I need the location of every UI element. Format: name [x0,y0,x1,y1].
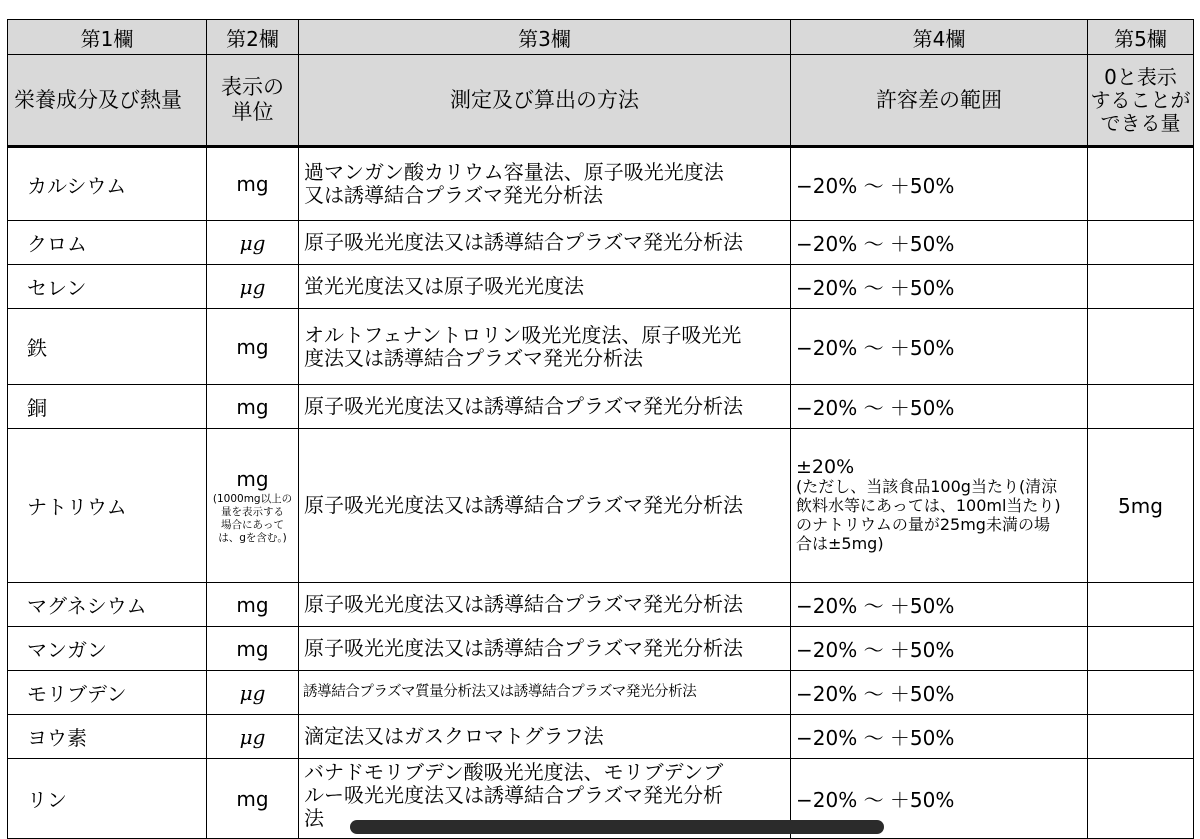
unit-text: mg [236,786,269,811]
nutrient-name: マグネシウム [8,583,207,627]
tolerance-note: (ただし、当該食品100g当たり(清涼 飲料水等にあっては、100ml当たり) のナトリウムの量が25mg未満の場 合は±5mg) [796,477,1061,553]
nutrient-name: カルシウム [8,147,207,221]
col-number-4: 第4欄 [791,20,1088,55]
unit-text: mg [236,592,269,617]
col-name-unit: 表示の 単位 [207,55,299,147]
measurement-method: 原子吸光光度法又は誘導結合プラズマ発光分析法 [299,385,791,429]
col-name-tolerance: 許容差の範囲 [791,55,1088,147]
display-unit [207,583,299,627]
table-row [8,309,1194,385]
display-unit [207,309,299,385]
col-number-5: 第5欄 [1088,20,1194,55]
display-unit [207,147,299,221]
nutrient-name: 銅 [8,385,207,429]
table-row [8,671,1194,715]
unit-text: μg [239,230,266,255]
nutrient-name: マンガン [8,627,207,671]
zero-display-amount [1088,759,1194,839]
zero-display-amount [1088,715,1194,759]
column-name-row [8,55,1194,147]
tolerance-range: −20% ～ ＋50% [791,759,1088,839]
measurement-method: バナドモリブデン酸吸光光度法、モリブデンブ ルー吸光光度法又は誘導結合プラズマ発光分析 法 [299,759,791,839]
zero-display-amount: 5mg [1088,429,1194,583]
table-row [8,583,1194,627]
zero-display-amount [1088,583,1194,627]
unit-text: mg [236,466,269,491]
nutrient-name: ヨウ素 [8,715,207,759]
unit-text: mg [236,172,269,196]
col-number-2: 第2欄 [207,20,299,55]
zero-display-amount [1088,147,1194,221]
tolerance-range: −20% ～ ＋50% [791,583,1088,627]
table-body [8,147,1194,839]
tolerance-range: −20% ～ ＋50% [791,147,1088,221]
table-row [8,147,1194,221]
measurement-method: 原子吸光光度法又は誘導結合プラズマ発光分析法 [299,627,791,671]
display-unit [207,759,299,839]
display-unit [207,265,299,309]
measurement-method: 原子吸光光度法又は誘導結合プラズマ発光分析法 [299,583,791,627]
tolerance-main: ±20% [796,456,855,478]
unit-note: (1000mg以上の 量を表示する 場合にあって は、gを含む。) [212,492,293,544]
measurement-method: オルトフェナントロリン吸光光度法、原子吸光光 度法又は誘導結合プラズマ発光分析法 [299,309,791,385]
display-unit [207,671,299,715]
zero-display-amount [1088,627,1194,671]
unit-text: mg [236,394,269,419]
measurement-method: 過マンガン酸カリウム容量法、原子吸光光度法 又は誘導結合プラズマ発光分析法 [299,147,791,221]
nutrient-name: クロム [8,221,207,265]
unit-text: mg [236,636,269,661]
measurement-method: 滴定法又はガスクロマトグラフ法 [299,715,791,759]
zero-display-amount [1088,309,1194,385]
table-row [8,627,1194,671]
unit-text: μg [239,724,266,749]
col-number-1: 第1欄 [8,20,207,55]
display-unit [207,715,299,759]
table-row [8,715,1194,759]
zero-display-amount [1088,671,1194,715]
tolerance-range: −20% ～ ＋50% [791,671,1088,715]
zero-display-amount [1088,265,1194,309]
measurement-method: 原子吸光光度法又は誘導結合プラズマ発光分析法 [299,221,791,265]
tolerance-range [791,429,1088,583]
tolerance-range: −20% ～ ＋50% [791,385,1088,429]
zero-display-amount [1088,385,1194,429]
display-unit [207,221,299,265]
tolerance-range: −20% ～ ＋50% [791,221,1088,265]
table-row [8,265,1194,309]
nutrient-name: 鉄 [8,309,207,385]
display-unit [207,429,299,583]
tolerance-range: −20% ～ ＋50% [791,265,1088,309]
nutrient-tolerance-table [7,19,1194,839]
unit-text: μg [239,274,266,299]
measurement-method: 誘導結合プラズマ質量分析法又は誘導結合プラズマ発光分析法 [299,671,791,715]
table-row [8,385,1194,429]
measurement-method: 蛍光光度法又は原子吸光光度法 [299,265,791,309]
unit-text: μg [239,680,266,705]
zero-display-amount [1088,221,1194,265]
table-row [8,221,1194,265]
nutrient-name: セレン [8,265,207,309]
display-unit [207,627,299,671]
column-number-row [8,20,1194,55]
tolerance-range: −20% ～ ＋50% [791,627,1088,671]
col-name-zero-display: 0と表示 することが できる量 [1088,55,1194,147]
col-name-method: 測定及び算出の方法 [299,55,791,147]
col-name-nutrient: 栄養成分及び熱量 [8,55,207,147]
nutrient-name: リン [8,759,207,839]
table-row [8,429,1194,583]
col-number-3: 第3欄 [299,20,791,55]
measurement-method: 原子吸光光度法又は誘導結合プラズマ発光分析法 [299,429,791,583]
tolerance-range: −20% ～ ＋50% [791,715,1088,759]
nutrient-tolerance-table-sheet [7,19,1194,839]
display-unit [207,385,299,429]
tolerance-range: −20% ～ ＋50% [791,309,1088,385]
unit-text: mg [236,334,269,359]
scroll-overlay-bar [350,820,884,834]
nutrient-name: ナトリウム [8,429,207,583]
nutrient-name: モリブデン [8,671,207,715]
